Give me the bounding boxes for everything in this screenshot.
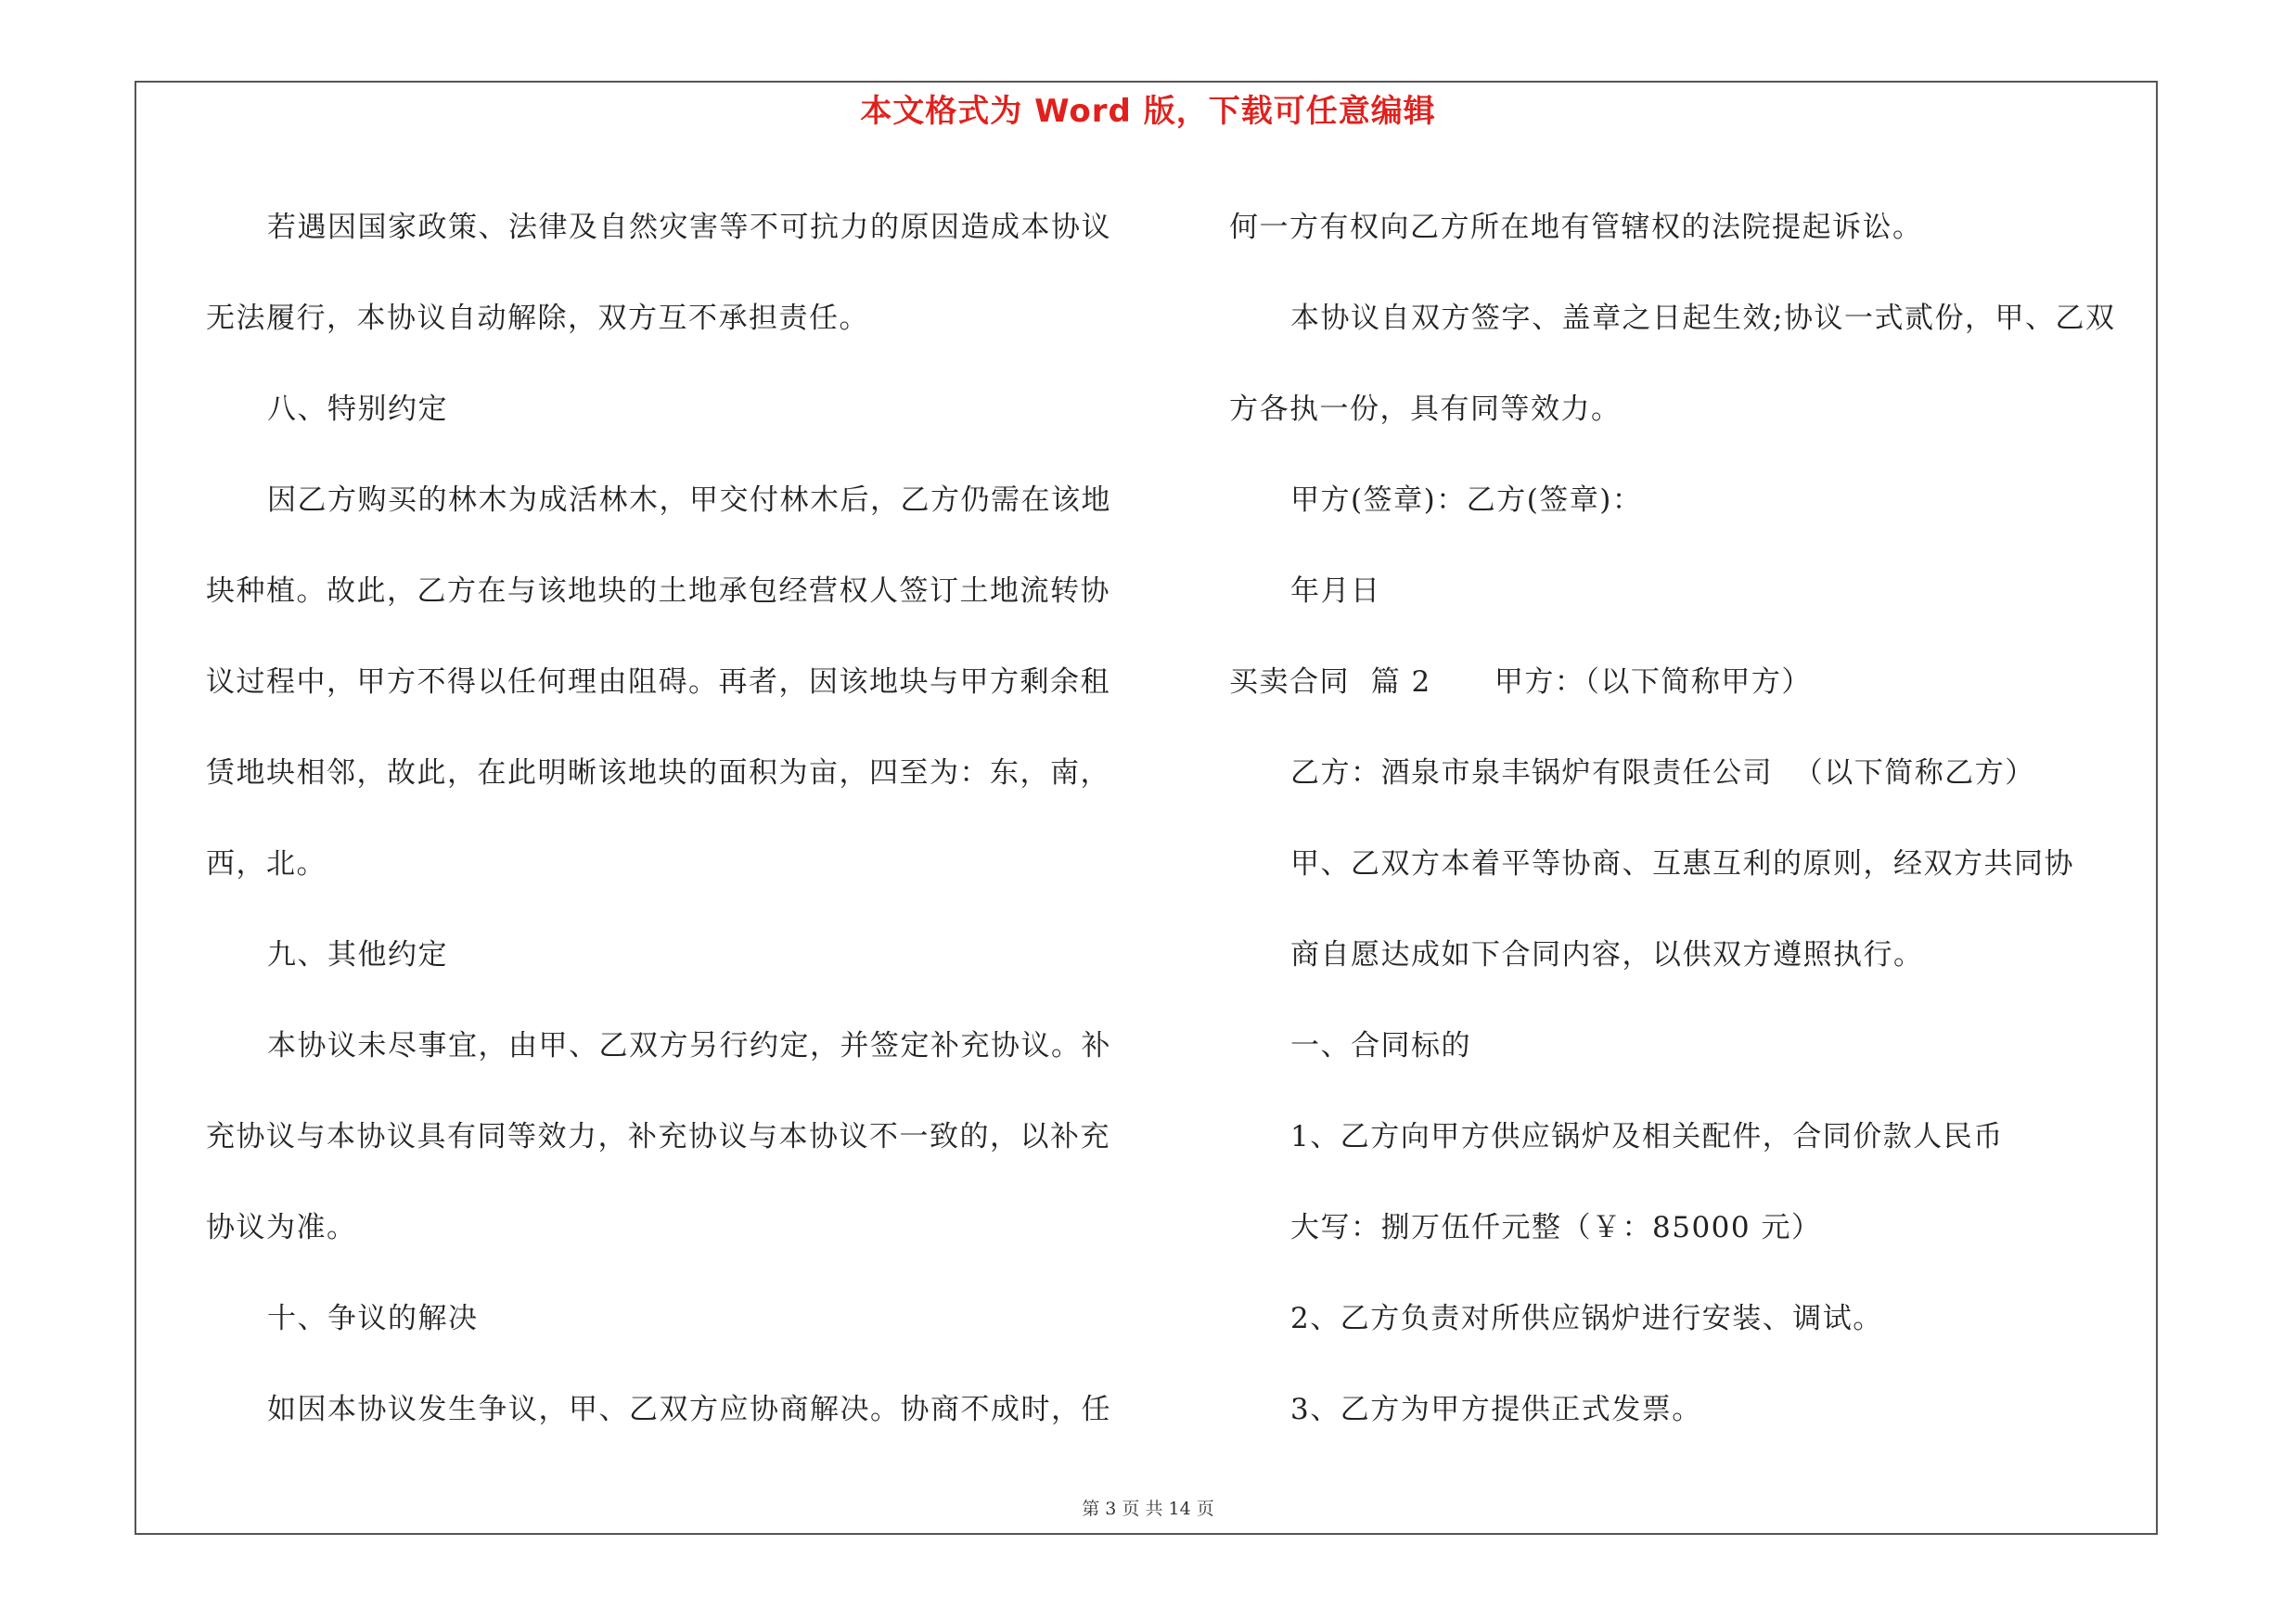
paragraph-line: 何一方有权向乙方所在地有管辖权的法院提起诉讼。 bbox=[1229, 211, 1923, 244]
section-heading: 九、其他约定 bbox=[267, 938, 448, 972]
paragraph-line: 若遇因国家政策、法律及自然灾害等不可抗力的原因造成本协议 bbox=[267, 211, 1111, 244]
paragraph-line: 1、乙方向甲方供应锅炉及相关配件，合同价款人民币 bbox=[1290, 1120, 2004, 1153]
paragraph-line: 因乙方购买的林木为成活林木，甲交付林木后，乙方仍需在该地 bbox=[267, 483, 1111, 517]
format-banner: 本文格式为 Word 版，下载可任意编辑 bbox=[860, 93, 1436, 130]
paragraph-line: 西，北。 bbox=[206, 847, 327, 881]
page-number: 第 3 页 共 14 页 bbox=[1082, 1499, 1214, 1519]
paragraph-line: 充协议与本协议具有同等效力，补充协议与本协议不一致的，以补充 bbox=[206, 1120, 1110, 1153]
contract-heading: 买卖合同 篇 2 甲方：（以下简称甲方） bbox=[1229, 665, 1812, 699]
paragraph-line: 方各执一份，具有同等效力。 bbox=[1229, 393, 1622, 426]
paragraph-line: 2、乙方负责对所供应锅炉进行安装、调试。 bbox=[1290, 1302, 1883, 1335]
paragraph-line: 3、乙方为甲方提供正式发票。 bbox=[1290, 1393, 1702, 1426]
section-heading: 十、争议的解决 bbox=[267, 1302, 479, 1335]
paragraph-line: 议过程中，甲方不得以任何理由阻碍。再者，因该地块与甲方剩余租 bbox=[206, 665, 1110, 699]
section-heading: 一、合同标的 bbox=[1290, 1029, 1471, 1063]
paragraph-line: 甲、乙双方本着平等协商、互惠互利的原则，经双方共同协 bbox=[1290, 847, 2074, 881]
party-line: 乙方：酒泉市泉丰锅炉有限责任公司 （以下简称乙方） bbox=[1290, 756, 2035, 790]
section-heading: 八、特别约定 bbox=[267, 393, 448, 426]
paragraph-line: 如因本协议发生争议，甲、乙双方应协商解决。协商不成时，任 bbox=[267, 1393, 1111, 1426]
amount-line: 大写：捌万伍仟元整（￥：85000 元） bbox=[1290, 1211, 1822, 1244]
left-text-column bbox=[206, 182, 1150, 1455]
date-line: 年月日 bbox=[1290, 574, 1381, 608]
paragraph-line: 赁地块相邻，故此，在此明晰该地块的面积为亩，四至为：东，南， bbox=[206, 756, 1110, 790]
paragraph-line: 商自愿达成如下合同内容，以供双方遵照执行。 bbox=[1290, 938, 1924, 972]
paragraph-line: 无法履行，本协议自动解除，双方互不承担责任。 bbox=[206, 302, 869, 335]
right-text-column bbox=[1229, 182, 2157, 1455]
paragraph-line: 块种植。故此，乙方在与该地块的土地承包经营权人签订土地流转协 bbox=[206, 574, 1110, 608]
paragraph-line: 协议为准。 bbox=[206, 1211, 357, 1244]
paragraph-line: 本协议自双方签字、盖章之日起生效;协议一式贰份，甲、乙双 bbox=[1290, 302, 2116, 335]
paragraph-line: 本协议未尽事宜，由甲、乙双方另行约定，并签定补充协议。补 bbox=[267, 1029, 1111, 1063]
signature-line: 甲方(签章)：乙方(签章)： bbox=[1290, 483, 1643, 517]
